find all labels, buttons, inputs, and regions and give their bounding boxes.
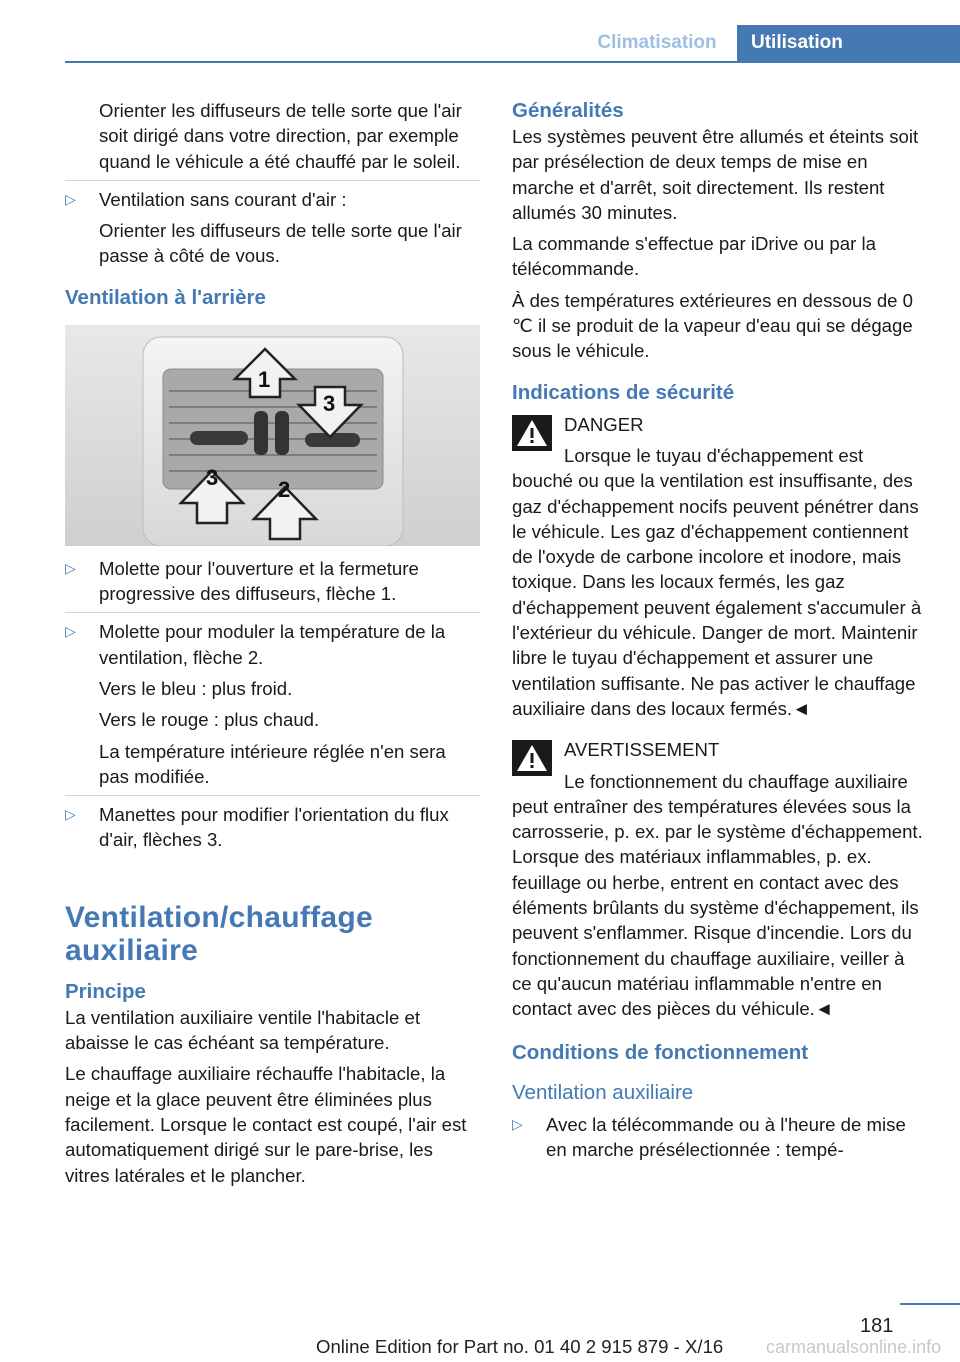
chapter-heading: Ventilation/chauffage auxiliaire	[65, 900, 374, 967]
section-heading-general: Généralités	[512, 99, 624, 122]
figure-label: 2	[278, 476, 291, 502]
paragraph: Orienter les diffuseurs de telle sorte que l'air passe à côté de vous.	[99, 220, 462, 267]
section-heading-rear-ventilation: Ventilation à l'arrière	[65, 285, 266, 309]
list-separator	[65, 612, 480, 613]
figure-label: 3	[323, 390, 336, 416]
triangle-bullet-icon: ▷	[65, 559, 76, 576]
edition-note: Online Edition for Part no. 01 40 2 915 879 - X/16	[316, 1336, 724, 1357]
section-heading-conditions: Conditions de fonctionnement	[512, 1040, 809, 1064]
paragraph: La ventilation auxiliaire ventile l'habitacle et abaisse le cas échéant sa température.	[65, 1006, 420, 1054]
warning-triangle-icon	[512, 740, 552, 776]
triangle-bullet-icon: ▷	[512, 1115, 523, 1132]
list-item: ▷ Molette pour l'ouverture et la fermeture progressive des diffuseurs, flèche 1.	[65, 557, 419, 605]
open-close-wheel	[254, 411, 268, 455]
watermark: carmanualsonline.info	[766, 1337, 942, 1357]
temperature-wheel	[275, 411, 289, 455]
warning-notice	[512, 737, 926, 1021]
list-item: ▷ Ventilation sans courant d'air :	[65, 187, 480, 212]
section-heading-principle: Principe	[65, 979, 146, 1003]
tab-climatisation[interactable]: Climatisation	[597, 32, 717, 53]
list-separator	[65, 795, 480, 796]
danger-title: DANGER	[564, 413, 644, 435]
rear-vent-figure	[65, 325, 480, 546]
right-column	[512, 98, 926, 1168]
danger-text: Lorsque le tuyau d'échappement est bouché ou que la ventilation est insuffisante, des gaz d'échappement nocifs peuvent pénétrer dans le véhicule. Les gaz d'échappement contiennent de l'oxyde de carbone incolore et inodore, mais toxique. Dans les locaux fermés, les gaz d'échappement peuvent également s'accumuler à l'extérieur du véhicule. Danger de mort. Maintenir libre le tuyau d'échappement et assurer une ventilation suffisante. Ne pas activer le chauffage auxiliaire dans des locaux fermés.◄	[512, 444, 922, 719]
triangle-bullet-icon: ▷	[65, 623, 76, 640]
tab-utilisation[interactable]: Utilisation	[737, 25, 960, 61]
list-item: ▷ Manettes pour modifier l'orientation du flux d'air, flèches 3.	[65, 804, 449, 851]
warning-text: Le fonctionnement du chauffage auxiliaire peut entraîner des températures élevées sous la carrosserie, p. ex. par le système d'échappement. Lorsque des matériaux inflammables, p. ex. feuillage ou herbe, entrent en contact avec des éléments brûlants du système d'échappement, ils peuvent s'enflammer. Risque d'incendie. Lors du fonctionnement du chauffage auxiliaire, veiller à ce qu'aucun matériau inflammable n'entre en contact avec des pièces du véhicule.◄	[512, 770, 923, 1020]
list-separator	[65, 180, 480, 181]
figure-label: 1	[258, 366, 271, 392]
paragraph: Le chauffage auxiliaire réchauffe l'habitacle, la neige et la glace peuvent être éliminées plus facilement. Lorsque le contact est coupé, l'air est automatiquement dirigé sur le pare-brise, les vitres latérales et le plancher.	[65, 1063, 467, 1186]
paragraph: Les systèmes peuvent être allumés et éteints soit par présélection de deux temps de mise en marche et d'arrêt, soit directement. Ils restent allumés 30 minutes.	[512, 126, 919, 223]
triangle-bullet-icon: ▷	[65, 190, 76, 207]
list-item: ▷ Molette pour moduler la température de la ventilation, flèche 2.	[65, 621, 446, 668]
page-number: 181	[860, 1315, 894, 1337]
section-heading-safety: Indications de sécurité	[512, 380, 735, 404]
warning-title: AVERTISSEMENT	[564, 739, 720, 761]
figure-label: 3	[206, 464, 219, 490]
paragraph: Orienter les diffuseurs de telle sorte que l'air soit dirigé dans votre direction, par exemple quand le véhicule a été chauffé par le soleil.	[99, 100, 462, 172]
triangle-bullet-icon: ▷	[65, 806, 76, 823]
paragraph: Vers le rouge : plus chaud.	[99, 709, 320, 731]
left-column	[65, 98, 480, 1194]
paragraph: À des températures extérieures en dessous de 0 ℃ il se produit de la vapeur d'eau qui se dégage sous le véhicule.	[512, 289, 914, 362]
list-item: ▷ Avec la télécommande ou à l'heure de mise en marche présélectionnée : tempé-	[512, 1113, 906, 1160]
paragraph: Vers le bleu : plus froid.	[99, 677, 293, 699]
flow-lever-left	[190, 431, 248, 445]
header-rule	[65, 61, 960, 63]
danger-notice	[512, 412, 926, 722]
paragraph: La température intérieure réglée n'en sera pas modifiée.	[99, 740, 446, 787]
warning-triangle-icon	[512, 415, 552, 451]
paragraph: La commande s'effectue par iDrive ou par la télécommande.	[512, 233, 876, 280]
page-header	[0, 0, 960, 62]
footer-rule	[900, 1303, 960, 1305]
subsection-heading-aux-ventilation: Ventilation auxiliaire	[512, 1080, 694, 1104]
